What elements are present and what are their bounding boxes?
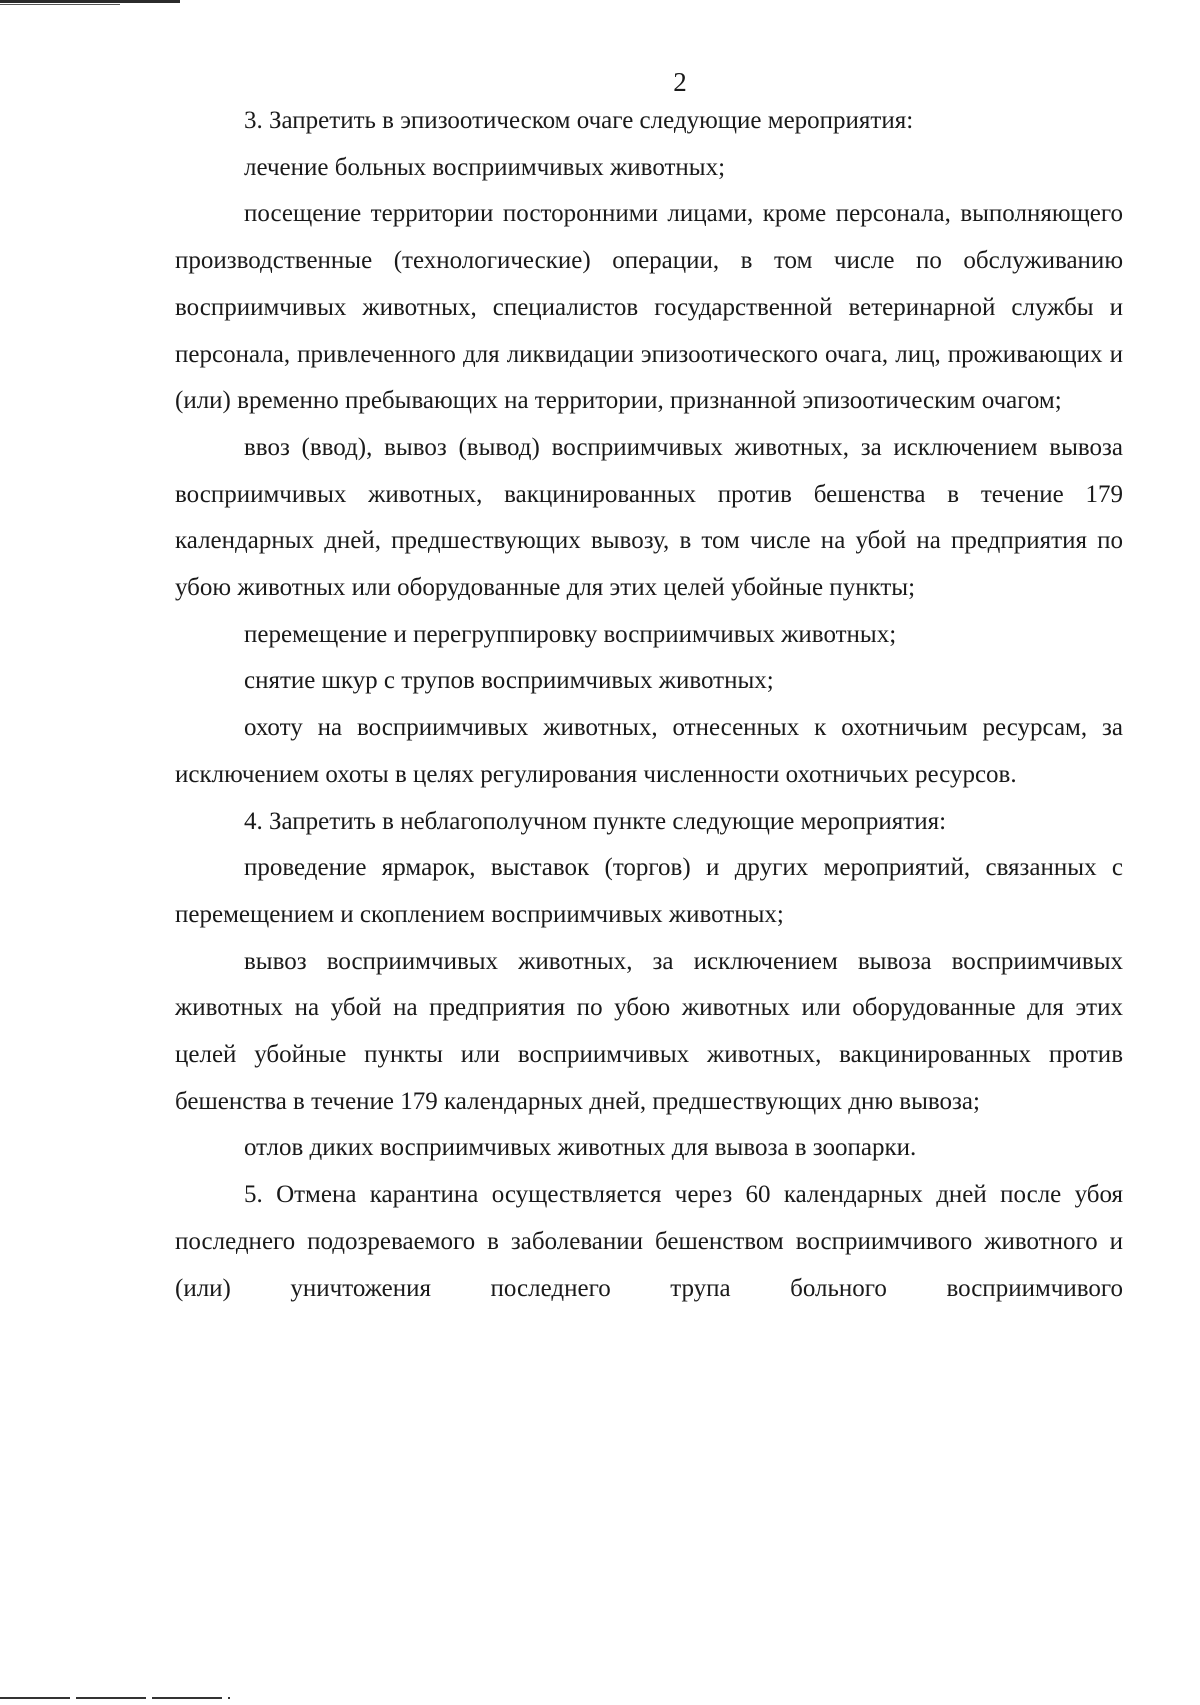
paragraph-hunting: охоту на восприимчивых животных, отнесенных к охотничьим ресурсам, за исключением охоты в целях регулирования численности охотничьих ресурсов. — [175, 714, 1123, 788]
paragraph-skinning: снятие шкур с трупов восприимчивых животных; — [244, 667, 774, 695]
paragraph-import-export: ввоз (ввод), вывоз (вывод) восприимчивых животных, за исключением вывоза восприимчивых животных, вакцинированных против бешенства в течение 179 календарных дней, предшествующих вывозу, в том числе на убой на предприятия по убою животных или оборудованные для этих целей убойные пункты; — [175, 433, 1123, 602]
page-number: 2 — [673, 67, 687, 97]
paragraph-capture: отлов диких восприимчивых животных для вывоза в зоопарки. — [244, 1134, 917, 1162]
paragraph-removal: вывоз восприимчивых животных, за исключением вывоза восприимчивых животных на убой на предприятия по убою животных или оборудованные для этих целей убойные пункты или восприимчивых животных, вакцинированных против бешенства в течение 179 календарных дней, предшествующих дню вывоза; — [175, 947, 1123, 1115]
paragraph-item-5-quarantine: 5. Отмена карантина осуществляется через 60 календарных дней после убоя последнего подозреваемого в заболевании бешенством восприимчивого животного и (или) уничтожения последнего трупа больного восприимчивого — [175, 1181, 1123, 1302]
document-body — [175, 98, 1123, 1312]
scan-artifact-bottom — [0, 1697, 230, 1699]
paragraph-item-4-intro: 4. Запретить в неблагополучном пункте следующие мероприятия: — [244, 807, 947, 835]
paragraph-regrouping: перемещение и перегруппировку восприимчивых животных; — [244, 620, 897, 648]
paragraph-treatment: лечение больных восприимчивых животных; — [244, 153, 726, 181]
paragraph-item-3-intro: 3. Запретить в эпизоотическом очаге следующие мероприятия: — [244, 107, 914, 134]
scan-artifact-top — [0, 0, 180, 3]
paragraph-visiting: посещение территории посторонними лицами, кроме персонала, выполняющего производственные (технологические) операции, в том числе по обслуживанию восприимчивых животных, специалистов государственной ветеринарной службы и персонала, привлеченного для ликвидации эпизоотического очага, лиц, проживающих и (или) временно пребывающих на территории, признанной эпизоотическим очагом; — [175, 200, 1123, 415]
scan-artifact-top-thin — [0, 4, 120, 5]
paragraph-fairs: проведение ярмарок, выставок (торгов) и других мероприятий, связанных с перемещением и скоплением восприимчивых животных; — [175, 854, 1123, 928]
